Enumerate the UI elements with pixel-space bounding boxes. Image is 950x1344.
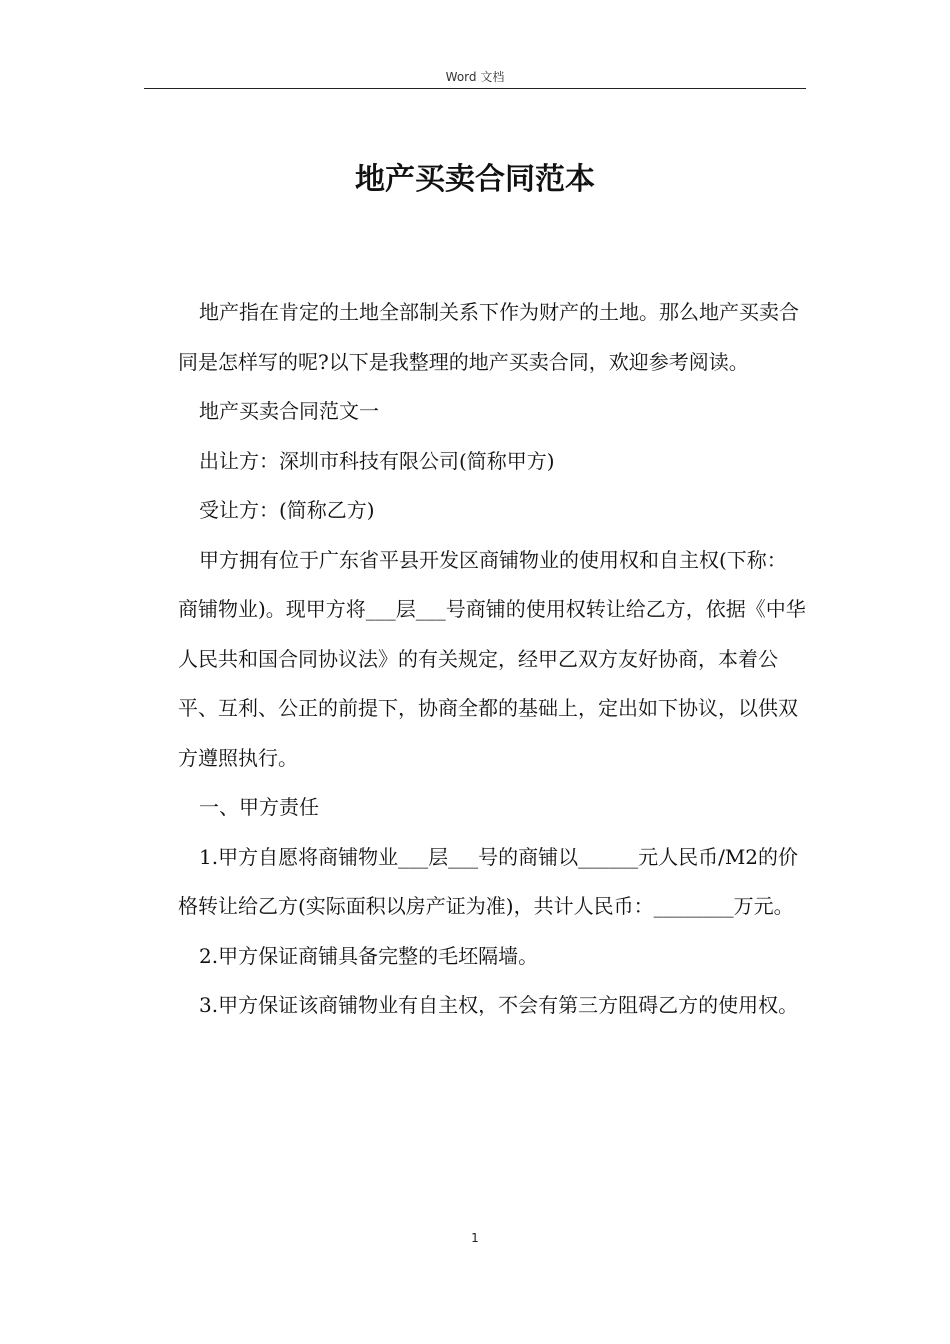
page-header	[144, 66, 806, 89]
paragraph-transferor: 出让方：深圳市科技有限公司(简称甲方)	[199, 448, 555, 473]
paragraph-preamble: 甲方拥有位于广东省平县开发区商铺物业的使用权和自主权(下称：商铺物业)。现甲方将___层___号商铺的使用权转让给乙方，依据《中华人民共和国合同协议法》的有关规定，经甲乙双方友好协商，本着公平、互利、公正的前提下，协商全都的基础上，定出如下协议，以供双方遵照执行。	[178, 547, 806, 770]
paragraph-clause-3: 3.甲方保证该商铺物业有自主权，不会有第三方阻碍乙方的使用权。	[199, 993, 799, 1017]
header-text: Word 文档	[445, 70, 505, 84]
page-number: 1	[471, 1231, 479, 1245]
paragraph-clause-2: 2.甲方保证商铺具备完整的毛坯隔墙。	[199, 943, 539, 968]
paragraph-intro: 地产指在肯定的土地全部制关系下作为财产的土地。那么地产买卖合同是怎样写的呢?以下是我整理的地产买卖合同，欢迎参考阅读。	[178, 300, 799, 374]
paragraph-sample-heading: 地产买卖合同范文一	[199, 399, 379, 423]
paragraph-section-heading: 一、甲方责任	[199, 795, 319, 819]
paragraph-clause-1: 1.甲方自愿将商铺物业___层___号的商铺以______元人民币/M2的价格转让给乙方(实际面积以房产证为准)，共计人民币：________万元。	[178, 844, 799, 918]
paragraph-transferee: 受让方：(简称乙方)	[199, 498, 375, 522]
document-body	[178, 288, 806, 1031]
document-title: 地产买卖合同范本	[355, 162, 595, 197]
